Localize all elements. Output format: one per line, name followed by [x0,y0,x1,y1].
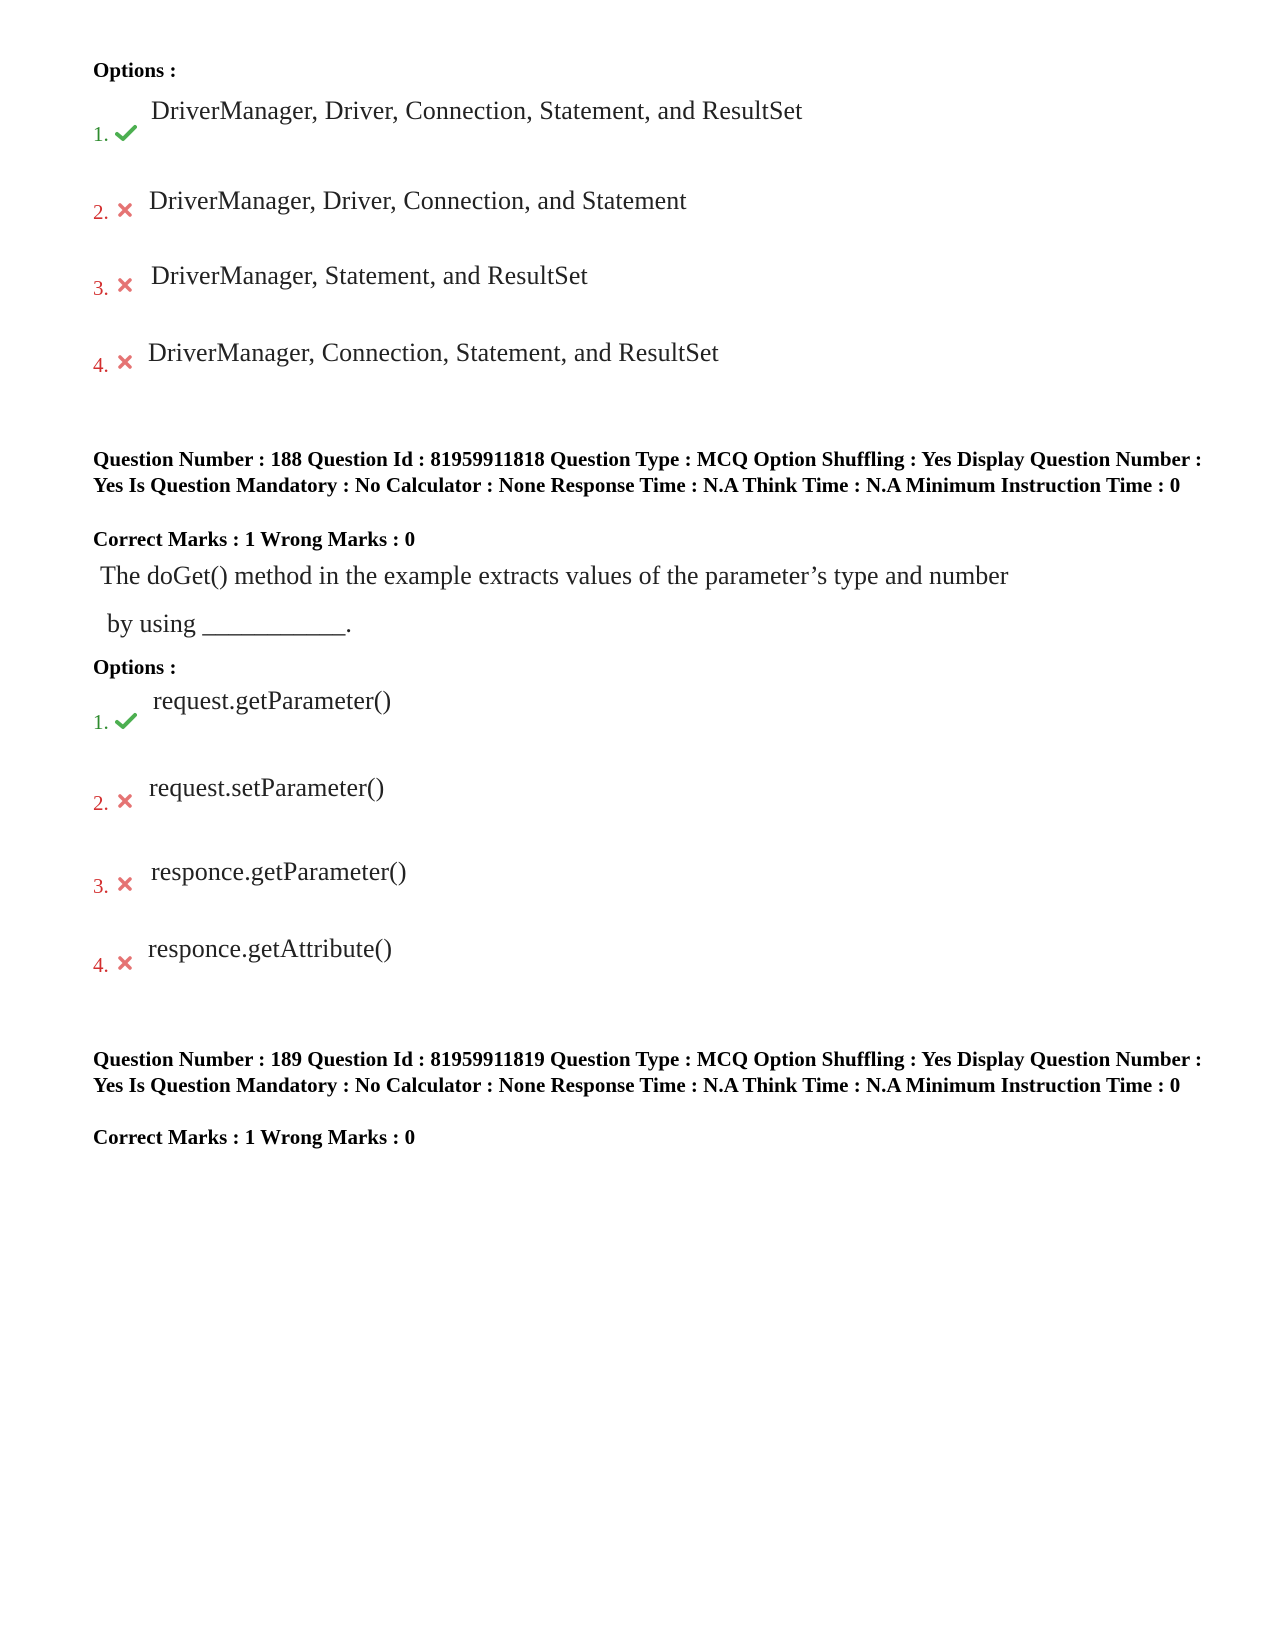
question-188-meta: Question Number : 188 Question Id : 81959911818 Question Type : MCQ Option Shuffling : Yes Display Question Number : Yes Is Question Mandatory : No Calculator : None Response Time : N.A Think Time : N.A Minimum Instruction Time : 0 [93,447,1203,497]
option-text: DriverManager, Connection, Statement, and ResultSet [148,338,719,367]
options-label: Options : [93,58,177,82]
cross-icon [118,203,132,217]
option-number: 1. [93,710,109,734]
question-188-text-line2: by using ___________. [107,609,352,638]
option-text: request.getParameter() [153,686,392,715]
option-number: 3. [93,276,109,300]
question-188-marks: Correct Marks : 1 Wrong Marks : 0 [93,527,416,551]
question-189-meta: Question Number : 189 Question Id : 81959911819 Question Type : MCQ Option Shuffling : Yes Display Question Number : Yes Is Question Mandatory : No Calculator : None Response Time : N.A Think Time : N.A Minimum Instruction Time : 0 [93,1047,1203,1097]
option-text: DriverManager, Driver, Connection, and Statement [149,186,687,215]
option-text: request.setParameter() [149,773,385,802]
cross-icon [118,956,132,970]
question-189-marks: Correct Marks : 1 Wrong Marks : 0 [93,1125,416,1149]
question-188-text-line1: The doGet() method in the example extracts values of the parameter’s type and number [100,561,1009,590]
option-number: 3. [93,874,109,898]
option-number: 2. [93,791,109,815]
option-number: 4. [93,353,109,377]
option-number: 1. [93,122,109,146]
option-text: responce.getAttribute() [148,934,393,963]
option-text: DriverManager, Driver, Connection, Statement, and ResultSet [151,96,803,125]
option-number: 4. [93,953,109,977]
cross-icon [118,794,132,808]
option-text: DriverManager, Statement, and ResultSet [151,261,588,290]
check-icon [115,712,137,730]
option-text: responce.getParameter() [151,857,407,886]
options-label: Options : [93,655,177,679]
cross-icon [118,877,132,891]
cross-icon [118,278,132,292]
check-icon [115,124,137,142]
option-number: 2. [93,200,109,224]
cross-icon [118,355,132,369]
